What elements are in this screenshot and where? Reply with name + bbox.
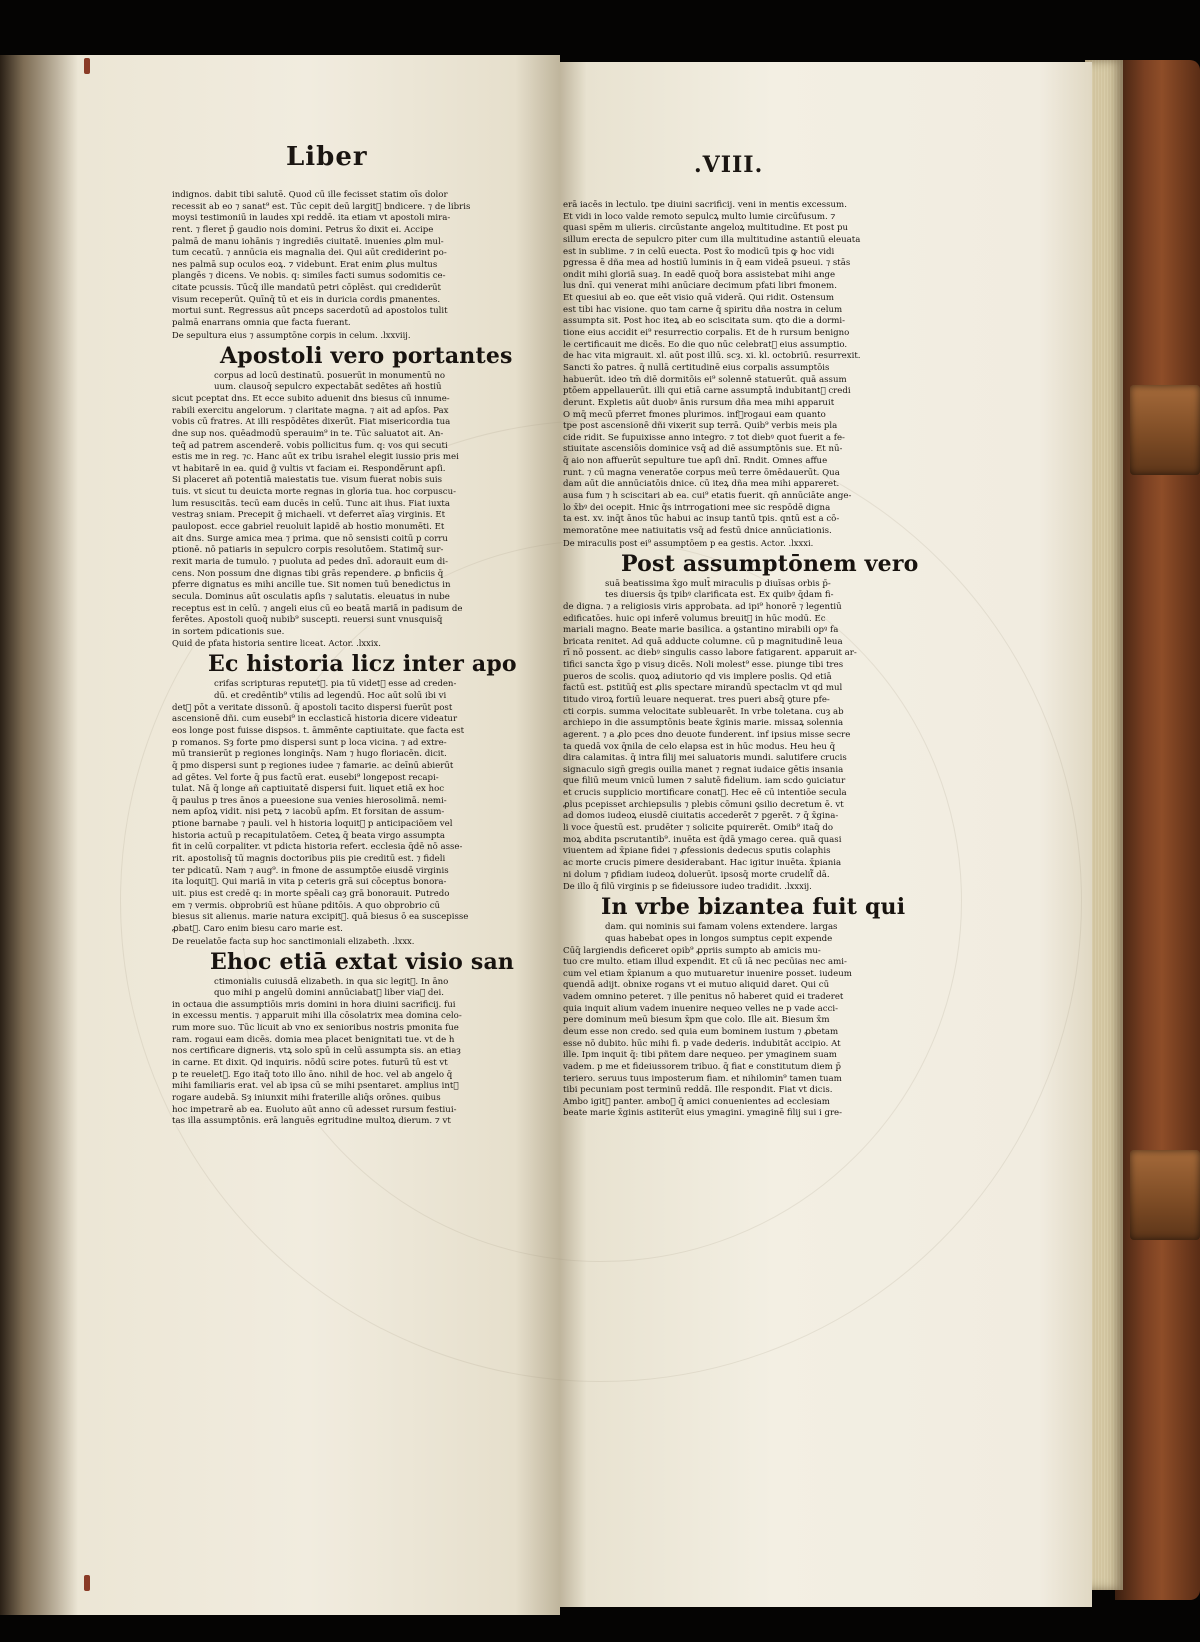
text-line: Cūq̄ largiendis deficeret opib⁹ ꝓpriis sumpto ab amicis mu- bbox=[563, 945, 821, 956]
text-line: crifas scripturas reputet᷑. pia tū videt᷑ esse ad creden- bbox=[214, 679, 457, 690]
text-line: nes palmā sup oculos eoꝝ. ⁊ videbunt. Erat enim ꝓlus multus bbox=[172, 259, 438, 270]
text-line: O mq̄ mecū pferret fmones plurimos. inf᷑rogaui eam quanto bbox=[563, 409, 826, 420]
text-line: historia actuū p recapitulatōem. Ceteꝝ q̄ beata virgo assumpta bbox=[172, 830, 445, 841]
text-block bbox=[563, 579, 881, 882]
text-line: estis me in reg. ⁊c. Hanc aūt ex tribu israhel elegit iussio pris mei bbox=[172, 452, 459, 463]
text-line: est in sublime. ⁊ in celū euecta. Post x̄o modicū tpis ꝙ hoc vidi bbox=[563, 246, 835, 257]
text-line: rogare audebā. Sȝ iniunxit mihi fraterille aliq̄s orōnes. quibus bbox=[172, 1092, 441, 1103]
chapter-rubric: De miraculis post ei⁹ assumptōem p ea gestis. Actor. .lxxxi. bbox=[563, 537, 814, 548]
text-line: corpus ad locū destinatū. posuerūt in monumentū no bbox=[214, 370, 446, 381]
text-line: ta quedā vox q̄nila de celo elapsa est in hūc modus. Heu heu q̄ bbox=[563, 741, 836, 752]
text-line: moysi testimoniū in laudes xpi reddē. ita etiam vt apostoli mira- bbox=[172, 213, 451, 224]
text-line: in sortem pdicationis sue. bbox=[172, 626, 285, 637]
text-line: ptione barnabe ⁊ pauli. vel h historia loquit᷑ p anticipaciōem vel bbox=[172, 819, 453, 830]
text-line: rī nō possent. ac diebꝰ singulis casso labore fatigarent. apparuit ar- bbox=[563, 648, 857, 659]
text-line: lum resuscitās. tecū eam ducēs in celū. Tunc ait ihus. Fiat iuxta bbox=[172, 498, 450, 509]
text-line: q̄ pmo dispersi sunt p regiones iudee ⁊ famarie. ac deīnū abierūt bbox=[172, 760, 454, 771]
text-line: biesus sit alienus. marie natura excipit᷑. quā biesus ō ea suscepisse bbox=[172, 912, 469, 923]
text-line: dam aūt die annūciatōis dnice. cū iteꝝ dña mea mihi appareret. bbox=[563, 479, 840, 490]
text-line: est tibi hac visione. quo tam carne q̄ spiritu dña nostra in celum bbox=[563, 304, 843, 315]
text-line: cide ridit. Se fupuixisse anno integro. ⁊ tot diebꝰ quot fuerit a fe- bbox=[563, 432, 845, 443]
text-line: det᷑ pōt a veritate dissonū. q̄ apostoli tacito dispersi fuerūt post bbox=[172, 702, 453, 713]
text-line: tpe post ascensionē dñi vixerit sup terrā. Quib⁹ verbis meis pla bbox=[563, 421, 838, 432]
text-line: em ⁊ vermis. obprobriū est hūane pditōis. A quo obprobrio cū bbox=[172, 900, 441, 911]
chapter-rubric: Quid de pfata historia sentire liceat. Actor. .lxxix. bbox=[172, 638, 381, 649]
text-line: quasi spēm m ulieris. circūstante angeloꝝ multitudine. Et post pu bbox=[563, 223, 849, 234]
text-line: pere dominum meū biesum x̄pm que colo. Ille ait. Biesum x̄m bbox=[563, 1015, 830, 1026]
text-line: le certificauit me dicēs. Eo die quo nūc celebrat᷑ eius assumptio. bbox=[563, 339, 848, 350]
chapter-heading: Ehoc etiā extat visio san bbox=[210, 948, 515, 975]
text-line: ascensionē dñi. cum eusebi⁹ in ecclasticā historia dicere videatur bbox=[172, 714, 458, 725]
text-line: runt. ⁊ cū magna veneratōe corpus meū terre ōmēdauerūt. Qua bbox=[563, 467, 840, 478]
text-line: tifici sancta x̄go p visuȝ dicēs. Noli molest⁹ esse. piunge tibi tres bbox=[563, 660, 844, 671]
text-line: titudo viroꝝ fortiū leuare nequerat. tres pueri absq̄ ꝯture pfe- bbox=[563, 694, 830, 705]
text-line: rum more suo. Tūc licuit ab vno ex senioribus nostris pmonita fue bbox=[172, 1023, 459, 1034]
text-block bbox=[172, 977, 490, 1128]
text-line: ꝓlus pcepisset archiepsulis ⁊ plebis cōmuni ꝯsilio decretum ē. vt bbox=[563, 799, 844, 810]
text-line: quo mihi p angelū domini annūciabat᷑ liber viaꝝ dei. bbox=[214, 988, 444, 999]
text-line: dne sup nos. quēadmodū sperauim⁹ in te. Tūc saluatot ait. An- bbox=[172, 428, 444, 439]
left-text-column bbox=[172, 190, 517, 1380]
text-line: ausa fum ⁊ h sciscitari ab ea. cui⁹ etatis fuerit. qn̄ annūciāte ange- bbox=[563, 491, 852, 502]
text-line: tuis. vt sicut tu deuicta morte regnas in gloria tua. hoc corpuscu- bbox=[172, 487, 457, 498]
text-line: dira calamitas. q̄ intra filij mei saluatoris mundi. salutifere crucis bbox=[563, 753, 847, 764]
text-line: factū est. ꝑstitūq̄ est ꝓlis spectare mirandū spectaclm vt qd mul bbox=[563, 683, 843, 694]
text-line: vt habitarē in ea. quid g̃ vultis vt faciam ei. Respondērunt apſi. bbox=[172, 463, 446, 474]
text-line: et crucis supplicio mortificare conat᷑. Hec eē cū intentiōe secula bbox=[563, 788, 847, 799]
text-line: receptus est in celū. ⁊ angeli eius cū eo beatā mariā in padisum de bbox=[172, 603, 463, 614]
text-line: quia inquit alium vadem inuenire nequeo velles ne p vade acci- bbox=[563, 1003, 839, 1014]
text-line: uit. pius est credē q: in morte spēali caȝ grā bonorauit. Putredo bbox=[172, 888, 450, 899]
text-line: palmā enarrans omnia que facta fuerant. bbox=[172, 318, 351, 329]
text-line: habuerūt. ideo tm̄ diē dormitōis ei⁹ solennē statuerūt. quā assum bbox=[563, 374, 847, 385]
text-line: tibi pecuniam post terminū reddā. Ille respondit. Fiat vt dicis. bbox=[563, 1085, 833, 1096]
text-line: viuentem ad x̄piane fidei ⁊ ꝓfessionis dedecus sputis colaphis bbox=[563, 846, 831, 857]
text-line: mortui sunt. Regressus aūt pnceps sacerdotū ad apostolos tulit bbox=[172, 306, 448, 317]
text-line: ctimonialis cuiusdā elizabeth. in qua sic legit᷑. In āno bbox=[214, 976, 449, 987]
text-line: secula. Dominus aūt osculatis apſis ⁊ salutatis. eleuatus in nube bbox=[172, 591, 450, 602]
text-line: ait dns. Surge amica mea ⁊ prima. que nō sensisti coitū p corru bbox=[172, 533, 448, 544]
text-line: ni dolum ⁊ ꝑfidiam iudeoꝝ doluerūt. ipsosq̄ morte crudelit᷑ dā. bbox=[563, 869, 830, 880]
text-line: edificatōes. huic opi inferē volumus breuit᷑ in hūc modū. Ec bbox=[563, 613, 826, 624]
text-line: lo x̄bꝰ dei ocepit. Hnic q̄s intrrogationi mee sic respōdē digna bbox=[563, 502, 831, 513]
text-line: ille. Ipm inquit q̄: tibi pñtem dare nequeo. per ymaginem suam bbox=[563, 1050, 837, 1061]
text-block bbox=[172, 371, 490, 639]
text-line: ad gētes. Vel forte q̄ pus factū erat. eusebi⁹ longepost recapi- bbox=[172, 772, 439, 783]
text-block bbox=[563, 200, 881, 538]
text-line: q̄ aio non affuerūt sepulture tue apſi dnī. Rndit. Omnes affue bbox=[563, 456, 828, 467]
text-line: cum vel etiam x̄pianum a quo mutuaretur inuenire posset. iudeum bbox=[563, 968, 852, 979]
text-line: cens. Non possum dne dignas tibi grās rependere. ꝓ bnficiis q̄ bbox=[172, 568, 444, 579]
text-line: quendā adijt. obnixe rogans vt ei mutuo aliquid daret. Qui cū bbox=[563, 980, 830, 991]
chapter-heading: Ec historia licz inter apo bbox=[208, 651, 517, 678]
text-line: quas habebat opes in longos sumptus cepit expende bbox=[605, 933, 833, 944]
text-line: ptōem appellauerūt. illi qui etiā carne assumptā indubitant᷑ credi bbox=[563, 386, 851, 397]
text-line: esse nō dubito. hūc mihi fi. p vade dederis. indubitāt accipio. At bbox=[563, 1038, 841, 1049]
text-line: stiuitate ascensiōis dominice vsq̄ ad diē assumptōnis sue. Et nū- bbox=[563, 444, 843, 455]
text-line: tum cecatū. ⁊ annūcia eis magnalia dei. Qui aūt crediderint po- bbox=[172, 248, 447, 259]
spine-thread-top bbox=[84, 58, 90, 74]
text-line: q̄ paulus p tres ānos a pueesione sua venies hierosolimā. nemi- bbox=[172, 795, 447, 806]
text-line: visum receperūt. Quīnq̄ tū et eis in duricia cordis ꝑmanentes. bbox=[172, 294, 441, 305]
text-line: assumpta sit. Post hoc iteꝝ ab eo sciscitata sum. qto die a dormi- bbox=[563, 316, 846, 327]
text-line: tes diuersis q̄s tpibꝰ clarificata est. Ex quibꝰ q̄dam fi- bbox=[605, 590, 834, 601]
text-line: in octaua die assumptiōis mris domini in hora diuini sacrificij. fui bbox=[172, 999, 456, 1010]
text-line: cti corpis. summa velocitate subleuarēt. In vrbe toletana. cuȝ ab bbox=[563, 706, 844, 717]
text-line: li voce q̄uestū est. prudēter ⁊ solicite pquirerēt. Omib⁹ itaq̄ do bbox=[563, 823, 834, 834]
text-line: Ambo igit᷑ panter. amboꝝ q̄ amici conuenientes ad ecclesiam bbox=[563, 1096, 830, 1107]
text-line: ꝓbat᷑. Caro enim biesu caro marie est. bbox=[172, 923, 343, 934]
text-line: fit in celū corpaliter. vt pdicta historia refert. ecclesia q̄dē nō asse- bbox=[172, 842, 463, 853]
text-line: rit. apostolisq̄ tū magnis doctoribus piis pie creditū est. ⁊ fideli bbox=[172, 854, 446, 865]
text-line: p romanos. Sȝ forte pmo dispersi sunt p loca vicina. ⁊ ad extre- bbox=[172, 737, 447, 748]
text-line: Si placeret añ potentiā maiestatis tue. visum fuerat nobis suis bbox=[172, 475, 443, 486]
text-line: mariali magno. Beate marie basilica. a ꝯstantino mirabili opꝰ fa bbox=[563, 625, 839, 636]
text-line: pueros de scolis. quoꝝ adiutorio qd vis implere poslis. Qd etiā bbox=[563, 671, 832, 682]
text-line: plangēs ⁊ dicens. Ve nobis. q: similes facti sumus sodomitis ce- bbox=[172, 271, 446, 282]
text-line: memoratōne mee natiuitatis vsq̄ ad festū dnice annūciationis. bbox=[563, 525, 832, 536]
right-running-head: .VIII. bbox=[694, 152, 764, 178]
text-line: eos longe post fuisse dispsos. t. āmmēnte captiuitate. que facta est bbox=[172, 725, 465, 736]
text-line: moꝝ abdita pscrutantib⁹. inuēta est q̄dā ymago cerea. quā quasi bbox=[563, 834, 842, 845]
text-line: bricata renitet. Ad quā adducte columne. cū p magnitudinē leua bbox=[563, 636, 843, 647]
text-line: archiepo in die assumptōnis beate x̄ginis marie. missaꝝ solennia bbox=[563, 718, 844, 729]
text-line: nem apſoꝝ vidit. nisi petꝝ ⁊ iacobū apſm. Et forsitan de assum- bbox=[172, 807, 445, 818]
text-line: rent. ⁊ fleret p̄ gaudio nois domini. Petrus x̄o dixit ei. Accipe bbox=[172, 224, 434, 235]
text-line: ac morte crucis pimere desiderabant. Hac igitur inuēta. x̄piania bbox=[563, 857, 842, 868]
text-line: beate marie x̄ginis astiterūt eius ymagini. ymaginē filij sui i gre- bbox=[563, 1108, 843, 1119]
chapter-rubric: De reuelatōe facta sup hoc sanctimoniali elizabeth. .lxxx. bbox=[172, 935, 415, 946]
text-line: derunt. Expletis aūt duobꝰ ānis rursum dña mea mihi apparuit bbox=[563, 397, 835, 408]
text-line: tulat. Nā q̄ longe añ captiuitatē dispersi fuit. liquet etiā ex hoc bbox=[172, 784, 445, 795]
chapter-heading: In vrbe bizantea fuit qui bbox=[601, 894, 906, 921]
text-line: deum esse non credo. sed quia eum bominem iustum ⁊ ꝓbetam bbox=[563, 1027, 839, 1037]
text-line: palmā de manu iohānis ⁊ ingrediēs ciuitatē. inuenies ꝓlm mul- bbox=[172, 236, 444, 247]
text-line: paulopost. ecce gabriel reuoluit lapidē ab hostio monumēti. Et bbox=[172, 522, 445, 533]
text-line: de digna. ⁊ a religiosis viris approbata. ad ipi⁹ honorē ⁊ legentiū bbox=[563, 601, 842, 612]
text-line: vadem omnino peteret. ⁊ ille penitus nō haberet quid ei traderet bbox=[563, 992, 844, 1003]
text-block bbox=[172, 679, 490, 935]
text-line: tas illa assumptōnis. erā languēs egritudine multoꝝ dierum. ⁊ vt bbox=[172, 1116, 451, 1127]
clasp-top bbox=[1130, 385, 1200, 475]
text-block bbox=[172, 190, 490, 330]
left-running-head: Liber bbox=[286, 142, 368, 172]
text-line: teriero. seruus tuus imposterum fiam. et nihilomin⁹ tamen tuam bbox=[563, 1073, 842, 1084]
right-text-column bbox=[563, 200, 919, 1360]
text-line: teq̄ ad patrem ascenderē. vobis pollicitus fum. q: vos qui secuti bbox=[172, 440, 448, 451]
text-line: sicut pceptat dns. Et ecce subito aduenit dns biesus cū innume- bbox=[172, 393, 450, 404]
text-line: hoc impetrarē ab ea. Euoluto aūt anno cū adesset rursum festiui- bbox=[172, 1104, 457, 1115]
text-line: p te reuelet᷑. Ego itaq̄ toto illo āno. nihil de hoc. vel ab angelo q̄ bbox=[172, 1069, 453, 1080]
text-line: ondit mihi gloriā suaȝ. In eadē quoq̄ bora assistebat mihi ange bbox=[563, 269, 836, 280]
text-line: lus dnī. qui venerat mihi anūciare decimum pfati libri fmonem. bbox=[563, 281, 837, 292]
chapter-rubric: De sepultura eius ⁊ assumptōne corpis in celum. .lxxviij. bbox=[172, 329, 411, 340]
clasp-bottom bbox=[1130, 1150, 1200, 1240]
text-line: vobis cū fratres. At illi respōdētes dixerūt. Fiat misericordia tua bbox=[172, 417, 451, 428]
text-line: dam. qui nominis sui famam volens extendere. largas bbox=[605, 922, 838, 933]
text-line: de hac vita migrauit. xl. aūt post illū. scȝ. xi. kl. octobriū. resurrexit. bbox=[563, 351, 861, 362]
text-line: nos certificare digneris. vtꝝ solo spū in celū assumpta sis. an etiaȝ bbox=[172, 1046, 461, 1057]
text-line: ptionē. nō patiaris in sepulcro corpis resolutōem. Statimq̄ sur- bbox=[172, 545, 444, 556]
text-line: vadem. p me et fideiussorem tribuo. q̄ fiat e constitutum diem p̄ bbox=[563, 1061, 841, 1072]
chapter-heading: Post assumptōnem vero bbox=[621, 550, 919, 577]
text-line: Et vidi in loco valde remoto sepulcꝝ multo lumie circūfusum. ⁊ bbox=[563, 211, 836, 222]
chapter-heading: Apostoli vero portantes bbox=[220, 342, 513, 369]
text-line: agerent. ⁊ a ꝓlo pces dno deuote funderent. inf ipsius misse secre bbox=[563, 729, 851, 740]
text-line: ram. rogaui eam dicēs. domia mea placet benignitati tue. vt de h bbox=[172, 1034, 455, 1045]
text-block bbox=[563, 922, 881, 1120]
text-line: indignos. dabit tibi salutē. Quod cū ille fecisset statim oīs dolor bbox=[172, 190, 448, 200]
text-line: pgressa ē dña mea ad hostiū luminis in q̄ eam videā psueui. ⁊ stās bbox=[563, 258, 851, 269]
text-line: rabili exercitu angelorum. ⁊ claritate magna. ⁊ ait ad apſos. Pax bbox=[172, 405, 449, 416]
text-line: mihi familiaris erat. vel ab ipsa cū se mihi psentaret. amplius int᷑ bbox=[172, 1081, 459, 1092]
text-line: ta est. xv. inq̄t ānos tūc habui ac insup tantū tpis. qntū est a cō- bbox=[563, 514, 840, 525]
leather-binding bbox=[1115, 60, 1200, 1600]
text-line: pferre dignatus es mihi ancille tue. Sit nomen tuū benedictus in bbox=[172, 580, 451, 591]
text-line: ter pdicatū. Nam ⁊ aug⁹. in fmone de assumptōe eiusdē virginis bbox=[172, 865, 449, 876]
text-line: dū. et credēntib⁹ vtilis ad legendū. Hoc aūt solū ibi vi bbox=[214, 691, 447, 702]
text-line: sillum erecta de sepulcro piter cum illa multitudine astantiū eleuata bbox=[563, 234, 861, 245]
text-line: rexit maria de tumulo. ⁊ puoluta ad pedes dnī. adorauit eum di- bbox=[172, 556, 449, 567]
text-line: ferētes. Apostoli quoq̄ nubib⁹ suscepti. reuersi sunt vnusquisq̄ bbox=[172, 615, 443, 626]
text-line: vestraȝ sniam. Precepit ḡ michaeli. vt deferret aīaȝ virginis. Et bbox=[172, 510, 446, 521]
text-line: citate pcussis. Tūcq̄ ille mandatū petri cōplēst. qui crediderūt bbox=[172, 283, 441, 294]
text-line: recessit ab eo ⁊ sanat⁹ est. Tūc cepit deū largit᷑ bndicere. ⁊ de libris bbox=[172, 201, 471, 212]
text-line: tuo cre multo. etiam illud expendit. Et cū iā nec pecūias nec ami- bbox=[563, 957, 847, 968]
text-line: signaculo sign̄ gregis ouilia manet ⁊ regnat iudaice gētis insania bbox=[563, 764, 844, 775]
text-line: in excessu mentis. ⁊ apparuit mihi illa cōsolatrix mea domina celo- bbox=[172, 1011, 462, 1022]
text-line: tione eius accidit ei⁹ resurrectio corpalis. Et de h rursum benigno bbox=[563, 328, 850, 339]
text-line: ad domos iudeoꝝ eiusdē ciuitatis accederēt ⁊ pgerēt. ⁊ q̄ x̄gina- bbox=[563, 811, 839, 822]
text-line: Et quesiui ab eo. que eēt visio quā viderā. Qui ridit. Ostensum bbox=[563, 293, 835, 304]
text-line: mū transierūt p regiones longinq̄s. Nam ⁊ hugo floriacēn. dicit. bbox=[172, 749, 447, 760]
text-line: ita loquit᷑. Qui mariā in vita p ceteris grā sui cōceptus bonora- bbox=[172, 877, 447, 888]
text-line: suā beatissima x̄go mult̄ miraculis p diuīsas orbis p̄- bbox=[605, 578, 831, 589]
text-line: erā iacēs in lectulo. tpe diuini sacrificij. veni in mentis excessum. bbox=[563, 200, 847, 210]
spine-thread-bottom bbox=[84, 1575, 90, 1591]
text-line: in carne. Et dixit. Qd inquiris. nōdū scire potes. futurū tū est vt bbox=[172, 1058, 448, 1068]
text-line: Sancti x̄o patres. q̄ nullā certitudinē eius corpalis assumptōis bbox=[563, 362, 830, 373]
text-line: uum. clausoq̄ sepulcro expectabāt sedētes añ hostiū bbox=[214, 382, 442, 393]
chapter-rubric: De illo q̄ filū virginis p se fideiussore iudeo tradidit. .lxxxij. bbox=[563, 881, 812, 892]
text-line: que filiū meum vnicū lumen ⁊ salutē fidelium. iam scdo ꝯuiciatur bbox=[563, 776, 846, 787]
